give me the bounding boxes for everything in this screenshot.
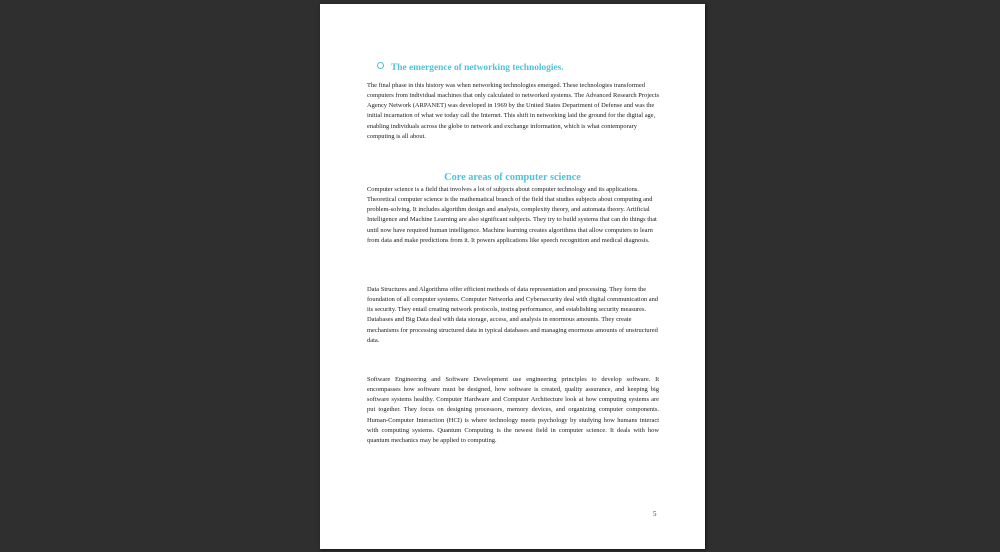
paragraph-core-areas-1: Computer science is a field that involves a lot of subjects about computer technology and its applications. Theoretical computer science is the mathematical branch of the field that studies subjects about computing and problem-solving. It includes algorithm design and analysis, complexity theory, and automata theory. Artificial Intelligence and Machine Learning are also significant subjects. They try to build systems that can do things that until now have required human intelligence. Machine learning creates algorithms that allow computers to learn from data and make predictions from it. It powers applications like speech recognition and medical diagnosis. [367,186,657,244]
heading-core-areas: Core areas of computer science [444,172,581,183]
subheading-text: The emergence of networking technologies. [391,63,564,73]
section-subheading [377,62,564,73]
hollow-circle-bullet-icon [377,62,384,69]
paragraph-core-areas-2: Data Structures and Algorithms offer efficient methods of data representation and processing. They form the foundation of all computer systems. Computer Networks and Cybersecurity deal with digital communication and its security. They entail creating network protocols, testing performance, and establishing security measures. Databases and Big Data deal with data storage, access, and analysis in enormous amounts. They create mechanisms for processing structured data in typical databases and managing enormous amounts of unstructured data. [367,286,659,344]
document-page [320,4,705,549]
paragraph-networking: The final phase in this history was when networking technologies emerged. These technologies transformed computers from individual machines that only calculated to networked systems. The Advanced Research Projects Agency Network (ARPANET) was developed in 1969 by the United States Department of Defense and was the initial incarnation of what we today call the Internet. This shift in networking laid the ground for the digital age, enabling individuals across the globe to network and exchange information, which is what contemporary computing is all about. [367,82,659,140]
paragraph-core-areas-3: Software Engineering and Software Development use engineering principles to develop software. It encompasses how software must be designed, how software is created, quality assurance, and keeping big software systems healthy. Computer Hardware and Computer Architecture look at how computing systems are put together. They focus on designing processors, memory devices, and organizing computer components. Human-Computer Interaction (HCI) is where technology meets psychology by studying how humans interact with computing systems. Quantum Computing is the newest field in computer science. It deals with how quantum mechanics may be applied to computing. [367,376,659,444]
page-number: 5 [653,510,657,518]
